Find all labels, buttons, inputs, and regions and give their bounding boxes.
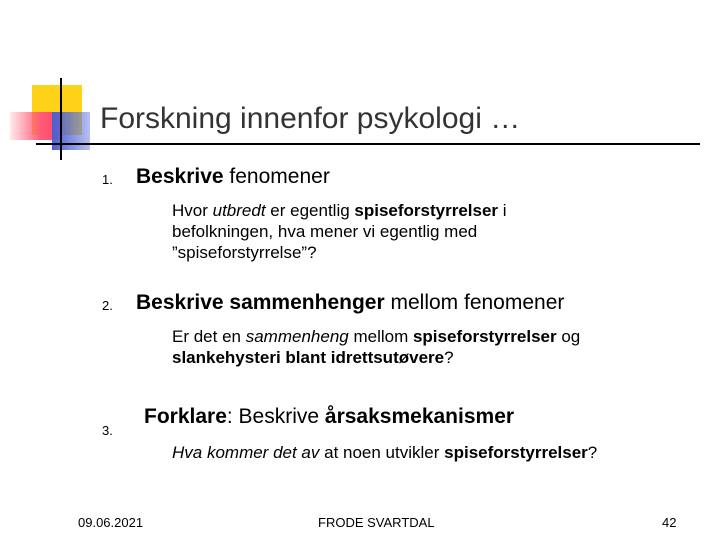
item-1-detail: Hvor utbredt er egentlig spiseforstyrrelser i befolkningen, hva mener vi egentlig med ”spiseforstyrrelse”?	[172, 201, 507, 262]
title-underline	[36, 143, 700, 145]
item-1-number: 1.	[102, 172, 113, 187]
decor-vertical-line	[60, 78, 62, 160]
item-3-heading: Forklare: Beskrive årsaksmekanismer	[144, 405, 515, 428]
item-2-number: 2.	[102, 298, 113, 313]
item-3-number: 3.	[102, 423, 113, 438]
footer-author: FRODE SVARTDAL	[318, 515, 435, 530]
item-1-heading: Beskrive fenomener	[136, 165, 330, 188]
footer-date: 09.06.2021	[78, 515, 144, 530]
item-2-heading: Beskrive sammenhenger mellom fenomener	[136, 291, 565, 314]
footer-page-number: 42	[662, 515, 677, 530]
slide-title: Forskning innenfor psykologi …	[100, 102, 521, 135]
item-2-detail: Er det en sammenheng mellom spiseforstyrrelser og slankehysteri blant idrettsutøvere?	[172, 327, 581, 367]
item-3-detail: Hva kommer det av at noen utvikler spiseforstyrrelser?	[172, 443, 598, 462]
